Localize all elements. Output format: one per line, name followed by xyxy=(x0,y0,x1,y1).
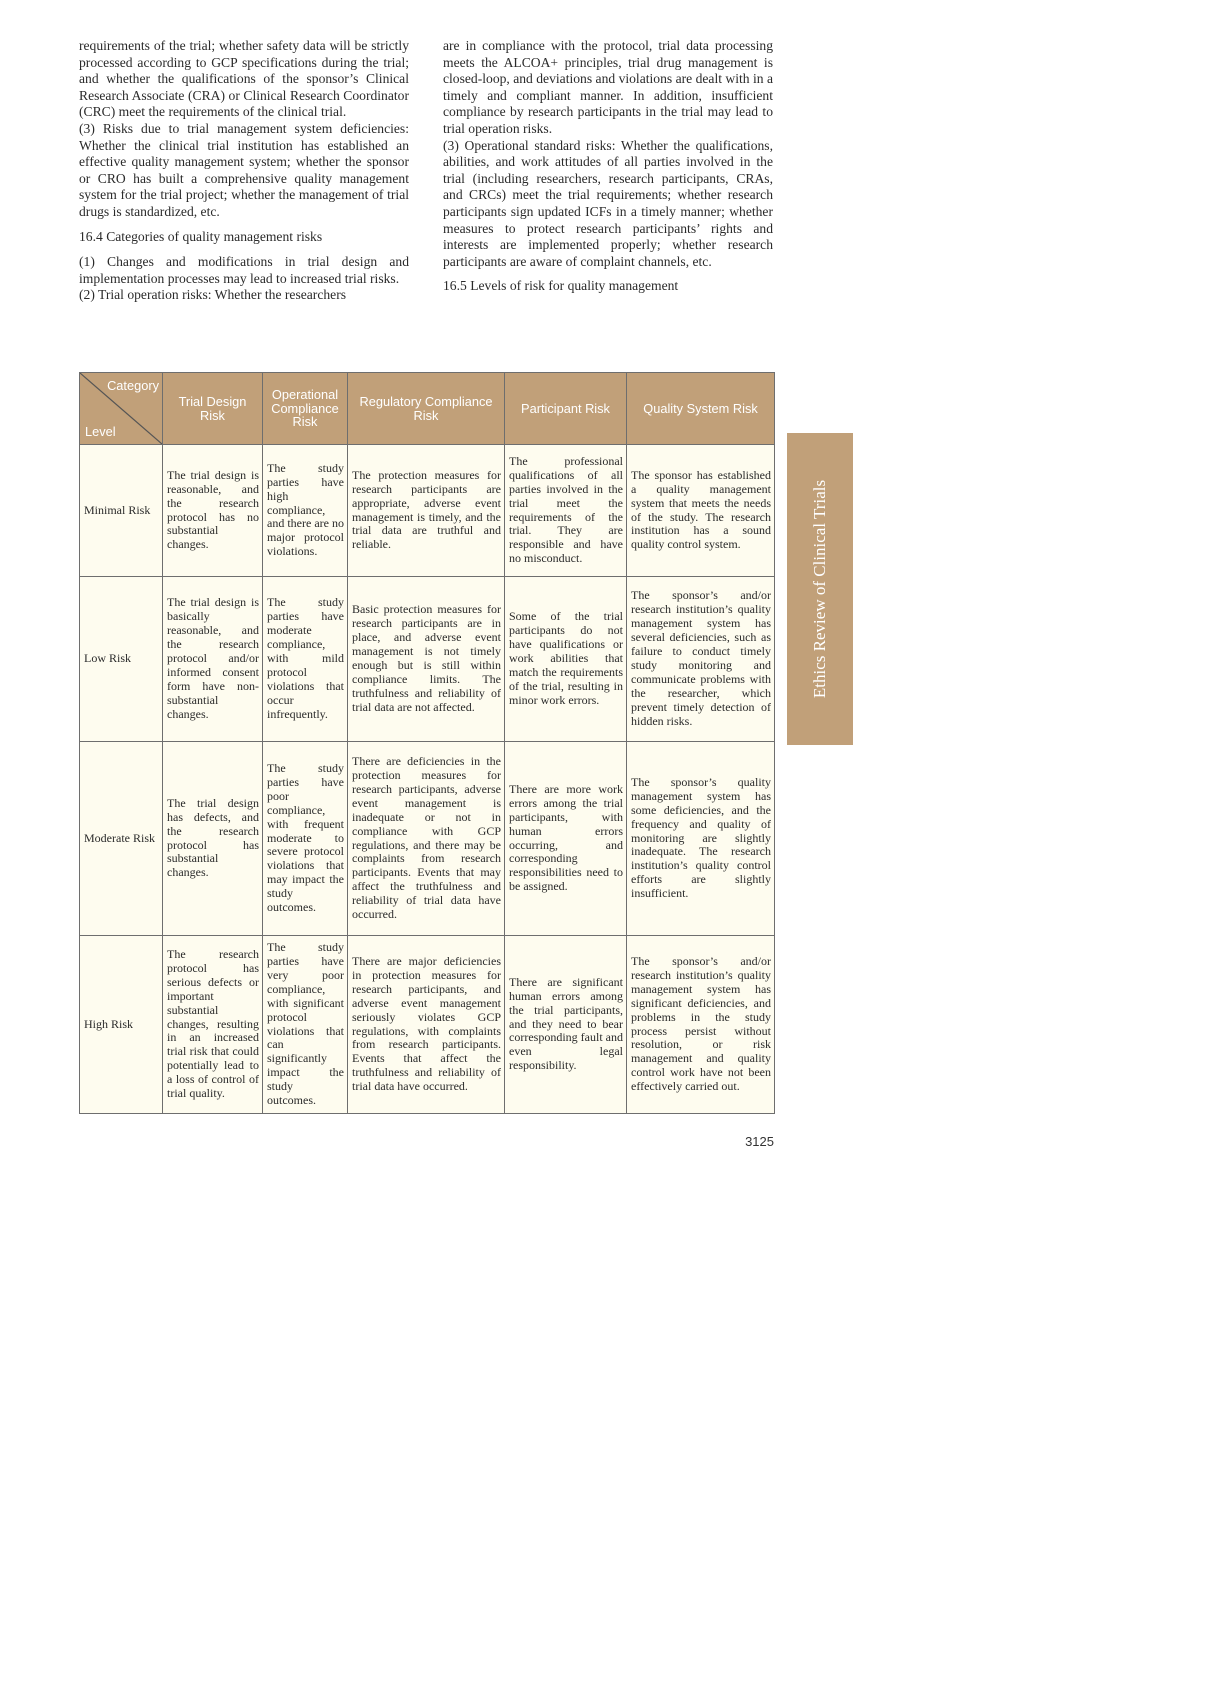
paragraph: (3) Risks due to trial management system deficiencies: Whether the clinical trial institution has established an effective quality management system; whether the sponsor or CRO has built a comprehensive quality management system for the trial project; whether the management of trial drugs is standardized, etc. xyxy=(79,120,409,219)
table-cell: The trial design is reasonable, and the research protocol has no substantial changes. xyxy=(163,445,263,577)
paragraph: are in compliance with the protocol, trial data processing meets the ALCOA+ principles, trial drug management is closed-loop, and deviations and violations are dealt with in a timely and compliant manner. In addition, insufficient compliance by research participants in the trial may lead to trial operation risks. xyxy=(443,38,773,136)
table-cell: The study parties have moderate compliance, with mild protocol violations that occur infrequently. xyxy=(263,577,348,742)
table-cell: The trial design has defects, and the research protocol has substantial changes. xyxy=(163,742,263,936)
table-row xyxy=(80,445,775,577)
table-row xyxy=(80,936,775,1114)
table-header-row xyxy=(80,373,775,445)
section-heading: 16.5 Levels of risk for quality management xyxy=(443,278,679,294)
table-cell: The sponsor’s quality management system has some deficiencies, and the frequency and quality of monitoring are slightly inadequate. The research institution’s quality control efforts are slightly insufficient. xyxy=(627,742,775,936)
column-header: Participant Risk xyxy=(505,373,627,445)
table-cell: Basic protection measures for research participants are in place, and adverse event management is not timely enough but is still within compliance limits. The truthfulness and reliability of trial data are not affected. xyxy=(348,577,505,742)
table-cell: There are significant human errors among the trial participants, and they need to bear corresponding fault and even legal responsibility. xyxy=(505,936,627,1114)
column-header: Quality System Risk xyxy=(627,373,775,445)
table-row xyxy=(80,742,775,936)
table-cell: Some of the trial participants do not have qualifications or work abilities that match the requirements of the trial, resulting in minor work errors. xyxy=(505,577,627,742)
table-cell: The research protocol has serious defects or important substantial changes, resulting in an increased trial risk that could potentially lead to a loss of control of trial quality. xyxy=(163,936,263,1114)
corner-category-label: Category xyxy=(107,378,159,393)
section-heading: 16.4 Categories of quality management risks xyxy=(79,228,323,244)
table-cell: The trial design is basically reasonable, and the research protocol and/or informed consent form have non-substantial changes. xyxy=(163,577,263,742)
column-header: Operational Compliance Risk xyxy=(263,373,348,445)
table-cell: The study parties have poor compliance, with frequent moderate to severe protocol violations that may impact the study outcomes. xyxy=(263,742,348,936)
risk-level-cell: Minimal Risk xyxy=(80,445,163,577)
table-cell: The protection measures for research participants are appropriate, adverse event management is timely, and the trial data are truthful and reliable. xyxy=(348,445,505,577)
table-cell: The professional qualifications of all parties involved in the trial meet the requirements of the trial. They are responsible and have no misconduct. xyxy=(505,445,627,577)
column-header: Regulatory Compliance Risk xyxy=(348,373,505,445)
table-cell: The sponsor’s and/or research institution’s quality management system has significant deficiencies, and problems in the study process persist without resolution, or risk management and quality control work have not been effectively carried out. xyxy=(627,936,775,1114)
table-corner-cell xyxy=(80,373,163,445)
paragraph: (1) Changes and modifications in trial design and implementation processes may lead to increased trial risks. xyxy=(79,254,409,286)
risk-level-cell: High Risk xyxy=(80,936,163,1114)
table-cell: The study parties have high compliance, and there are no major protocol violations. xyxy=(263,445,348,577)
chapter-title: Ethics Review of Clinical Trials xyxy=(810,479,829,699)
table-cell: There are major deficiencies in protection measures for research participants, and adverse event management seriously violates GCP regulations, with complaints from research participants. Events that affect the truthfulness and reliability of trial data have occurred. xyxy=(348,936,505,1114)
risk-level-cell: Low Risk xyxy=(80,577,163,742)
table-cell: The sponsor has established a quality management system that meets the needs of the study. The research institution has a sound quality control system. xyxy=(627,445,775,577)
column-header: Trial Design Risk xyxy=(163,373,263,445)
risk-level-cell: Moderate Risk xyxy=(80,742,163,936)
paragraph: (2) Trial operation risks: Whether the researchers xyxy=(79,287,347,303)
paragraph: requirements of the trial; whether safety data will be strictly processed according to GCP specifications during the trial; and whether the qualifications of the sponsor’s Clinical Research Associate (CRA) or Clinical Research Coordinator (CRC) meet the requirements of the clinical trial. xyxy=(79,38,409,120)
paragraph: (3) Operational standard risks: Whether the qualifications, abilities, and work attitudes of all parties involved in the trial (including researchers, research participants, CRAs, and CRCs) meet the trial requirements; whether research participants sign updated ICFs in a timely manner; whether measures to protect research participants’ rights and interests are implemented properly; whether research participants are aware of complaint channels, etc. xyxy=(443,137,773,269)
right-text-column xyxy=(443,38,773,304)
left-text-column xyxy=(79,38,409,304)
table-cell: There are more work errors among the trial participants, with human errors occurring, and corresponding responsibilities need to be assigned. xyxy=(505,742,627,936)
chapter-side-tab xyxy=(787,433,853,745)
table-cell: There are deficiencies in the protection measures for research participants, adverse event management is inadequate or not in compliance with GCP regulations, and there may be complaints from research participants. Events that may affect the truthfulness and reliability of trial data have occurred. xyxy=(348,742,505,936)
page-number: 3125 xyxy=(745,1134,774,1149)
table-row xyxy=(80,577,775,742)
corner-level-label: Level xyxy=(85,423,116,439)
table-cell: The study parties have very poor compliance, with significant protocol violations that can significantly impact the study outcomes. xyxy=(263,936,348,1114)
risk-levels-table xyxy=(79,372,775,1114)
table-cell: The sponsor’s and/or research institution’s quality management system has several deficiencies, such as failure to conduct timely study monitoring and communicate problems with the researcher, which prevent timely detection of hidden risks. xyxy=(627,577,775,742)
